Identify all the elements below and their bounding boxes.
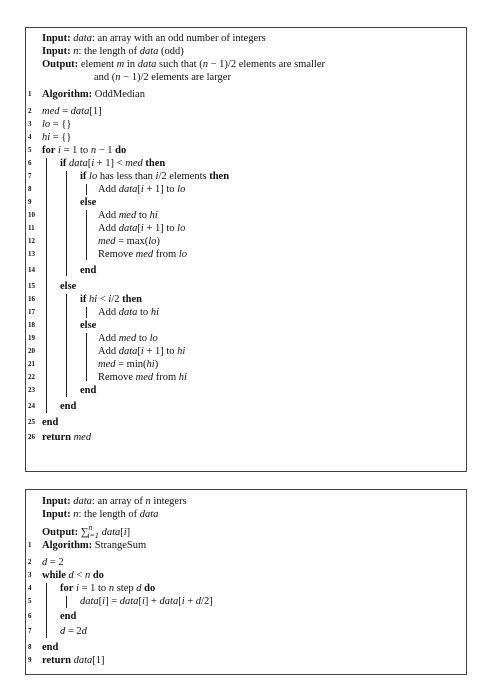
- text-segment: Add: [98, 223, 119, 234]
- code-line-8: [98, 183, 185, 196]
- text-segment: data: [137, 59, 157, 70]
- text-segment: data: [80, 596, 99, 607]
- text-segment: data: [73, 655, 93, 666]
- algorithm-name: StrangeSum: [94, 540, 147, 551]
- text-segment: return: [42, 432, 71, 443]
- algorithm-name: OddMedian: [94, 89, 145, 100]
- line-number: 7: [28, 627, 32, 635]
- line-number: 11: [28, 224, 35, 232]
- input-desc: [73, 509, 158, 520]
- text-segment: d: [136, 583, 142, 594]
- text-segment: data: [118, 184, 138, 195]
- text-segment: to: [137, 307, 151, 318]
- text-segment: lo: [148, 236, 157, 247]
- code-line-2: [42, 556, 64, 569]
- if-block-bar: [66, 171, 67, 276]
- input-line-data: Input: data: an array of n integers: [42, 496, 187, 507]
- text-segment: = 1 to: [60, 145, 91, 156]
- text-segment: : an array with an odd number of integers: [91, 33, 266, 44]
- text-segment: med: [73, 432, 92, 443]
- line-number: 9: [28, 198, 32, 206]
- text-segment: <: [97, 294, 109, 305]
- text-segment: data: [69, 158, 88, 169]
- text-segment: Add: [98, 184, 119, 195]
- text-segment: data: [119, 596, 139, 607]
- input-desc: [73, 496, 186, 507]
- text-segment: d: [195, 596, 202, 607]
- text-segment: i: [181, 596, 185, 607]
- text-segment: data: [118, 223, 138, 234]
- for-block-bar: [66, 596, 67, 608]
- code-line-7: [80, 170, 229, 183]
- code-line-9: [42, 654, 105, 667]
- text-segment: i: [76, 583, 79, 594]
- code-line-8: end: [42, 642, 59, 653]
- code-line-24: end: [60, 401, 77, 412]
- line-number: 5: [28, 597, 32, 605]
- line-number: 19: [28, 334, 35, 342]
- text-segment: lo: [149, 333, 158, 344]
- text-segment: med: [125, 158, 143, 169]
- text-segment: n: [73, 509, 79, 520]
- text-segment: [: [137, 346, 141, 357]
- input-line-n: Input: n: the length of data: [42, 509, 159, 520]
- text-segment: n: [73, 46, 79, 57]
- line-number: 6: [28, 612, 32, 620]
- text-segment: − 1: [96, 145, 116, 156]
- code-line-5: [42, 144, 126, 157]
- text-segment: hi: [150, 307, 159, 318]
- line-number: 3: [28, 120, 32, 128]
- text-segment: n: [90, 145, 97, 156]
- output-line-cont: [94, 71, 231, 84]
- algorithm-title: Algorithm: OddMedian: [42, 89, 145, 100]
- text-segment: [: [87, 158, 92, 169]
- text-segment: /2]: [201, 596, 213, 607]
- algorithm-strange-sum: [25, 489, 467, 675]
- text-segment: − 1)/2 elements are larger: [120, 72, 231, 83]
- text-segment: Remove: [98, 249, 136, 260]
- code-line-6: [60, 157, 165, 170]
- input-desc: [73, 46, 184, 57]
- line-number: 9: [28, 656, 32, 664]
- text-segment: element: [80, 59, 117, 70]
- text-segment: data: [159, 596, 179, 607]
- text-segment: = 2: [65, 626, 82, 637]
- line-number: 22: [28, 373, 35, 381]
- text-segment: ]: [126, 527, 131, 538]
- line-number: 2: [28, 558, 32, 566]
- code-line-14: end: [80, 265, 97, 276]
- code-line-6: end: [60, 611, 77, 622]
- output-line: Output: ∑$^n_{i=1}$ data[i]: [42, 523, 131, 540]
- code-line-17: [98, 306, 159, 319]
- text-segment: then: [122, 294, 142, 305]
- text-segment: + 1] to: [143, 223, 178, 234]
- code-line-15: else: [60, 281, 77, 292]
- text-segment: hi: [177, 346, 186, 357]
- text-segment: = min(: [115, 359, 147, 370]
- text-segment: do: [144, 583, 156, 594]
- text-segment: if: [80, 294, 87, 305]
- code-line-21: [98, 358, 158, 371]
- inner-if-bar: [86, 307, 87, 318]
- text-segment: hi: [149, 210, 158, 221]
- text-segment: data: [139, 46, 159, 57]
- line-number: 1: [28, 541, 32, 549]
- text-segment: for: [42, 145, 56, 156]
- text-segment: n: [115, 72, 121, 83]
- text-segment: ): [156, 236, 160, 247]
- line-number: 5: [28, 146, 32, 154]
- for-block-bar: [46, 158, 47, 413]
- text-segment: [: [137, 223, 141, 234]
- text-segment: hi: [89, 294, 98, 305]
- text-segment: med: [135, 372, 154, 383]
- text-segment: [: [178, 596, 182, 607]
- text-segment: [1]: [89, 106, 102, 117]
- line-number: 4: [28, 133, 32, 141]
- code-line-10: [98, 209, 158, 222]
- code-line-4: [60, 582, 155, 595]
- text-segment: ] +: [144, 596, 160, 607]
- output-line: Output: element m in data such that (n − 1)/2 elements are smaller: [42, 59, 325, 70]
- text-segment: Add: [98, 210, 119, 221]
- text-segment: = 2: [47, 557, 64, 568]
- text-segment: has less than: [97, 171, 156, 182]
- text-segment: if: [80, 171, 87, 182]
- line-number: 12: [28, 237, 35, 245]
- text-segment: Add: [98, 346, 119, 357]
- text-segment: i: [58, 145, 61, 156]
- text-segment: d: [42, 557, 48, 568]
- text-segment: to: [136, 333, 150, 344]
- text-segment: then: [145, 158, 166, 169]
- text-segment: do: [115, 145, 127, 156]
- code-line-2: [42, 105, 102, 118]
- text-segment: = max(: [115, 236, 149, 247]
- line-number: 17: [28, 308, 35, 316]
- text-segment: i: [140, 346, 144, 357]
- text-segment: med: [118, 210, 137, 221]
- code-line-18: else: [80, 320, 97, 331]
- line-number: 7: [28, 172, 32, 180]
- text-segment: : an array of: [91, 496, 146, 507]
- text-segment: n: [84, 570, 91, 581]
- text-segment: = {}: [50, 132, 72, 143]
- text-segment: from: [153, 372, 179, 383]
- text-segment: [: [120, 527, 124, 538]
- input-desc: [73, 33, 265, 44]
- text-segment: ): [154, 359, 159, 370]
- line-number: 23: [28, 386, 35, 394]
- text-segment: step: [114, 583, 137, 594]
- text-segment: [: [138, 596, 142, 607]
- text-segment: lo: [89, 171, 98, 182]
- text-segment: n: [88, 523, 93, 532]
- text-segment: =: [59, 106, 71, 117]
- line-number: 2: [28, 107, 32, 115]
- text-segment: [: [98, 596, 103, 607]
- text-segment: (odd): [158, 46, 184, 57]
- text-segment: and (: [94, 72, 116, 83]
- text-segment: : the length of: [78, 46, 140, 57]
- input-line-n: Input: n: the length of data (odd): [42, 46, 184, 57]
- input-line-data: Input: data: an array with an odd number of integers: [42, 33, 266, 44]
- text-segment: d: [81, 626, 87, 637]
- text-segment: <: [73, 570, 85, 581]
- text-segment: data: [101, 527, 121, 538]
- text-segment: in: [124, 59, 138, 70]
- text-segment: data: [70, 106, 90, 117]
- output-desc: [81, 59, 325, 70]
- text-segment: med: [98, 236, 116, 247]
- text-segment: n: [145, 496, 151, 507]
- line-number: 14: [28, 266, 35, 274]
- text-segment: n: [202, 59, 208, 70]
- code-line-19: [98, 332, 158, 345]
- text-segment: + 1] to: [143, 346, 178, 357]
- line-number: 24: [28, 402, 35, 410]
- text-segment: i: [140, 184, 144, 195]
- text-segment: i: [108, 294, 112, 305]
- text-segment: lo: [42, 119, 51, 130]
- line-number: 21: [28, 360, 35, 368]
- text-segment: ] =: [105, 596, 120, 607]
- line-number: 8: [28, 185, 32, 193]
- text-segment: Add: [98, 307, 119, 318]
- algorithm-title: Algorithm: StrangeSum: [42, 540, 147, 551]
- line-number: 20: [28, 347, 35, 355]
- text-segment: hi: [146, 359, 155, 370]
- text-segment: = 1 to: [78, 583, 109, 594]
- text-segment: such that (: [156, 59, 203, 70]
- line-number: 4: [28, 584, 32, 592]
- line-number: 6: [28, 159, 32, 167]
- text-segment: med: [135, 249, 154, 260]
- code-line-7: [60, 625, 87, 638]
- text-segment: hi: [178, 372, 187, 383]
- text-segment: lo: [177, 223, 186, 234]
- text-segment: from: [153, 249, 179, 260]
- text-segment: /2: [111, 294, 123, 305]
- text-segment: data: [73, 33, 92, 44]
- text-segment: +: [184, 596, 196, 607]
- text-segment: med: [42, 106, 60, 117]
- code-line-13: [98, 248, 187, 261]
- code-line-3: [42, 118, 71, 131]
- while-block-bar: [46, 583, 47, 638]
- algorithm-odd-median: [25, 27, 467, 472]
- line-number: 26: [28, 433, 35, 441]
- text-segment: i: [91, 158, 95, 169]
- code-line-20: [98, 345, 185, 358]
- line-number: 13: [28, 250, 35, 258]
- text-segment: to: [136, 210, 150, 221]
- inner-if-bar: [86, 184, 87, 195]
- text-segment: med: [118, 333, 137, 344]
- text-segment: [: [137, 184, 141, 195]
- text-segment: data: [139, 509, 159, 520]
- text-segment: then: [209, 171, 230, 182]
- text-segment: [1]: [92, 655, 105, 666]
- line-number: 3: [28, 571, 32, 579]
- text-segment: + 1] <: [94, 158, 126, 169]
- text-segment: d: [60, 626, 66, 637]
- code-line-5: [80, 595, 213, 608]
- text-segment: integers: [150, 496, 187, 507]
- line-number: 16: [28, 295, 35, 303]
- code-line-16: [80, 293, 142, 306]
- text-segment: /2 elements: [158, 171, 210, 182]
- text-segment: i: [141, 596, 145, 607]
- text-segment: d: [68, 570, 74, 581]
- text-segment: hi: [42, 132, 51, 143]
- text-segment: while: [42, 570, 66, 581]
- code-line-12: [98, 235, 160, 248]
- text-segment: i: [155, 171, 159, 182]
- text-segment: ∑: [80, 527, 89, 538]
- line-number: 1: [28, 90, 32, 98]
- text-segment: Add: [98, 333, 119, 344]
- text-segment: Remove: [98, 372, 136, 383]
- text-segment: = {}: [50, 119, 72, 130]
- inner-else-bar: [86, 210, 87, 260]
- inner-else-bar: [86, 333, 87, 381]
- text-segment: − 1)/2 elements are smaller: [207, 59, 325, 70]
- text-segment: med: [98, 359, 116, 370]
- line-number: 15: [28, 282, 35, 290]
- text-segment: i: [123, 527, 127, 538]
- text-segment: : the length of: [78, 509, 140, 520]
- text-segment: data: [118, 346, 138, 357]
- text-segment: if: [60, 158, 67, 169]
- code-line-25: end: [42, 417, 59, 428]
- code-line-22: [98, 371, 187, 384]
- text-segment: data: [73, 496, 92, 507]
- text-segment: i: [140, 223, 144, 234]
- text-segment: i=1: [87, 531, 99, 540]
- text-segment: + 1] to: [143, 184, 178, 195]
- text-segment: lo: [177, 184, 186, 195]
- code-line-11: [98, 222, 185, 235]
- else-block-bar: [66, 294, 67, 397]
- line-number: 10: [28, 211, 35, 219]
- code-line-26: [42, 431, 91, 444]
- line-number: 18: [28, 321, 35, 329]
- text-segment: do: [92, 570, 104, 581]
- line-number: 8: [28, 643, 32, 651]
- text-segment: lo: [178, 249, 187, 260]
- text-segment: i: [102, 596, 106, 607]
- text-segment: m: [116, 59, 125, 70]
- text-segment: return: [42, 655, 71, 666]
- text-segment: data: [118, 307, 138, 318]
- text-segment: n: [108, 583, 115, 594]
- line-number: 25: [28, 418, 35, 426]
- code-line-4: [42, 131, 71, 144]
- text-segment: for: [60, 583, 74, 594]
- code-line-3: [42, 569, 104, 582]
- code-line-9: else: [80, 197, 97, 208]
- code-line-23: end: [80, 385, 97, 396]
